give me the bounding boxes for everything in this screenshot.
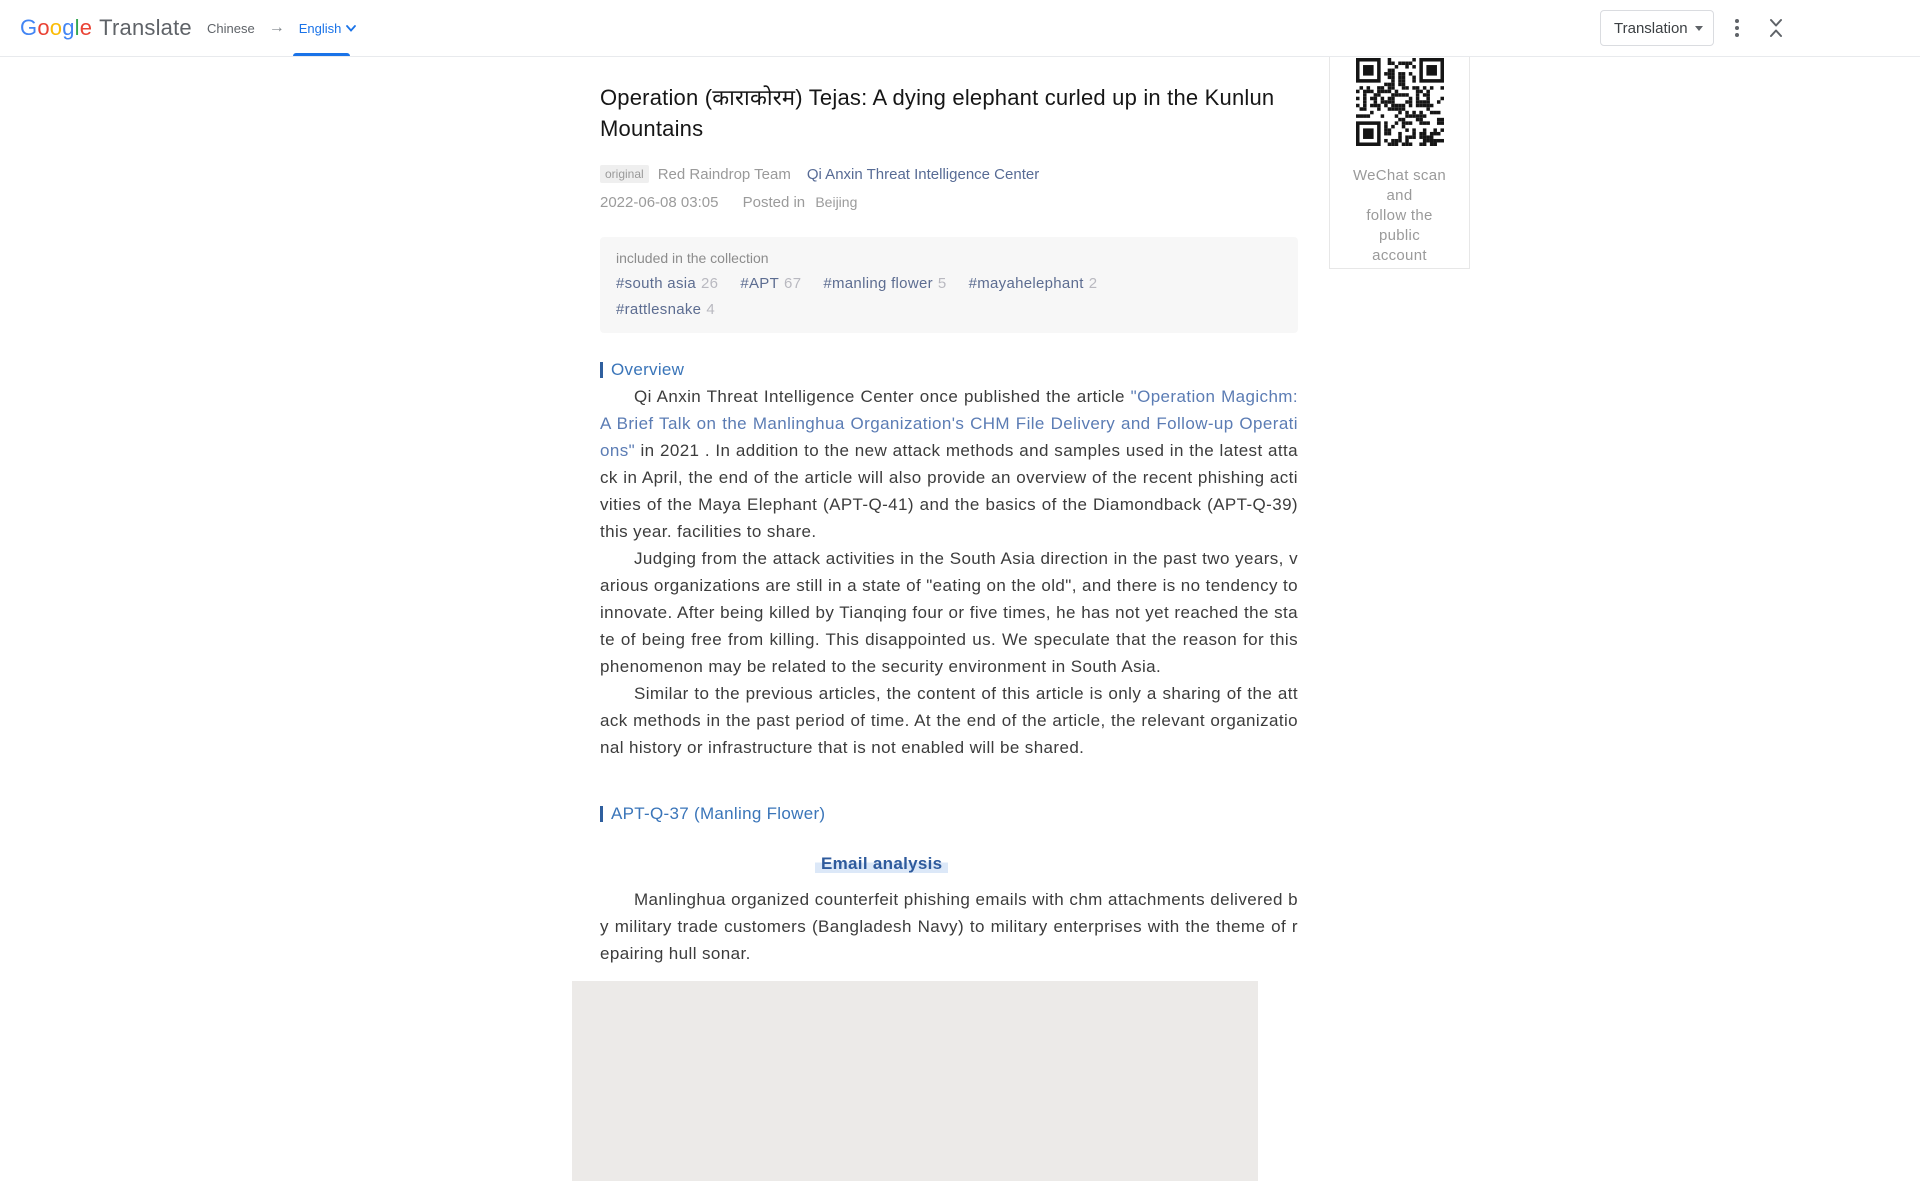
collapse-icon [1764, 16, 1788, 40]
dateline [600, 194, 1298, 211]
logo-letter: g [62, 15, 75, 40]
logo-letter: e [79, 15, 93, 40]
collection-tag[interactable]: #rattlesnake 4 [616, 301, 715, 318]
paragraph: Similar to the previous articles, the content of this article is only a sharing of the attack methods in the past period of time. At the end of the article, the relevant organizational history or infrastructure that is not enabled will be shared. [600, 684, 1298, 757]
paragraph: Qi Anxin Threat Intelligence Center once published the article "Operation Magichm: A Brief Talk on the Manlinghua Organization's CHM File Delivery and Follow-up Operations" in 2021 . In addition to the new attack methods and samples used in the latest attack in April, the end of the article will also provide an overview of the recent phishing activities of the Maya Elephant (APT-Q-41) and the basics of the Diamondback (APT-Q-39) this year. facilities to share. [600, 387, 1298, 541]
collection-tag[interactable]: #manling flower 5 [823, 275, 947, 292]
collapse-toolbar-button[interactable] [1764, 16, 1788, 40]
translation-mode-label: Translation [1614, 19, 1688, 37]
translation-mode-select[interactable] [1600, 10, 1714, 46]
qr-panel [1329, 54, 1470, 269]
collection-tag[interactable]: #APT 67 [740, 275, 802, 292]
active-tab-underline [293, 53, 350, 56]
qr-code [1356, 58, 1444, 146]
article-reference-link[interactable]: "Operation Magichm: A Brief Talk on the Manlinghua Organization's CHM File Delivery and Follow-up Operations" [600, 387, 1298, 460]
byline [600, 165, 1298, 183]
source-language-tab[interactable]: Chinese [207, 20, 255, 36]
google-translate-logo[interactable] [20, 0, 192, 56]
paragraph: Judging from the attack activities in the South Asia direction in the past two years, various organizations are still in a state of "eating on the old", and there is no tendency to innovate. After being killed by Tianqing four or five times, he has not yet reached the state of being free from killing. This disappointed us. We speculate that the reason for this phenomenon may be related to the security environment in South Asia. [600, 549, 1298, 676]
account-link[interactable]: Qi Anxin Threat Intelligence Center [806, 165, 1040, 183]
logo-letter: o [37, 15, 50, 40]
posted-in-label: Posted in [742, 194, 806, 211]
google-translate-topbar [0, 0, 1920, 57]
target-language-label: English [298, 20, 342, 36]
section-heading-label: Overview [611, 360, 685, 379]
arrow-right-icon: → [268, 19, 285, 36]
logo-letter: o [49, 15, 63, 40]
article-title: Operation (काराकोरम) Tejas: A dying elephant curled up in the Kunlun Mountains [600, 85, 1275, 141]
more-options-button[interactable] [1729, 15, 1745, 41]
collection-tag[interactable]: #south asia 26 [616, 275, 719, 292]
section-heading-label: APT-Q-37 (Manling Flower) [611, 804, 826, 823]
collection-box [600, 237, 1298, 333]
caret-down-icon [1695, 26, 1703, 31]
logo-letter: G [20, 15, 38, 40]
target-language-tab[interactable] [299, 21, 357, 36]
tag-row [616, 301, 1282, 318]
chevron-down-icon [346, 25, 356, 32]
qr-caption: WeChat scan and follow the public account [1352, 167, 1447, 264]
section-heading-overview [600, 360, 1298, 380]
logo-letter: l [74, 15, 80, 40]
heading-bar-icon [600, 362, 603, 378]
author-name: Red Raindrop Team [657, 165, 791, 183]
section-heading-apt-q-37 [600, 804, 1298, 824]
tag-row [616, 275, 1282, 292]
logo-product-name: Translate [99, 15, 192, 40]
language-bar [207, 0, 356, 56]
paragraph: Manlinghua organized counterfeit phishing emails with chm attachments delivered by military trade customers (Bangladesh Navy) to military enterprises with the theme of repairing hull sonar. [600, 890, 1298, 963]
publish-location: Beijing [815, 194, 858, 210]
article-body [600, 56, 1298, 1181]
original-badge: original [600, 165, 649, 183]
collection-label: included in the collection [616, 250, 769, 266]
heading-bar-icon [600, 806, 603, 822]
subsection-heading-email-analysis: Email analysis [815, 854, 948, 874]
collection-tag[interactable]: #mayahelephant 2 [968, 275, 1098, 292]
article-image [572, 981, 1258, 1181]
publish-datetime: 2022-06-08 03:05 [600, 194, 719, 211]
